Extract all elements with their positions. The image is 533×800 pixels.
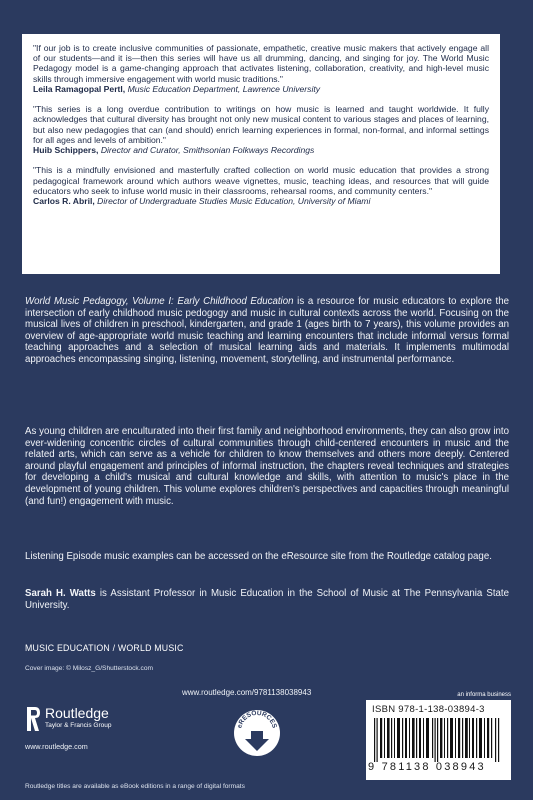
endorser-role: Director of Undergraduate Studies Music Education, University of Miami — [97, 196, 371, 207]
barcode-icon — [372, 718, 505, 762]
endorsement-text: "This series is a long overdue contribution to writings on how music is learned and taught worldwide. It fully acknowledges that cultural diversity has brought not only new musical content to various stages and places of learning, but also new pedagogies that can (and should) enrich learning experiences in formal, non-formal, and informal settings for all ages and levels of ambition." — [33, 104, 489, 145]
endorser-name: Leila Ramagopal Pertl, — [33, 83, 126, 94]
eresources-badge — [233, 709, 281, 757]
endorser-name: Huib Schippers, — [33, 145, 99, 156]
description-text: is a resource for music educators to explore the intersection of early childhood music pedogogy and music in cultural contexts across the world. Focusing on the musical lives of children in preschool, kindergarten, and grade 1 (ages birth to 7 years), this volume provides an overview of age-appropriate world music teaching and learning encounters that include informal versus formal teaching approaches and a selection of musical learning aids and materials. It implements multimodal approaches encompassing singing, listening, movement, storytelling, and instrumental performance. — [25, 296, 509, 365]
isbn-number: ISBN 978-1-138-03894-3 — [372, 704, 485, 715]
routledge-mark-icon — [25, 705, 41, 733]
publisher-group: Taylor & Francis Group — [45, 722, 112, 729]
eresources-label: eRESOURCES — [236, 709, 278, 730]
eresources-download-icon — [233, 709, 281, 757]
author-bio — [25, 588, 509, 611]
endorsement-box — [22, 34, 500, 274]
endorsement-2 — [33, 104, 489, 155]
endorser-role: Music Education Department, Lawrence University — [127, 83, 321, 94]
book-title: World Music Pedagogy, Volume I: Early Childhood Education — [25, 296, 294, 307]
publisher-logo — [25, 703, 145, 743]
subject-category: MUSIC EDUCATION / WORLD MUSIC — [25, 643, 184, 653]
endorsement-attribution — [33, 84, 489, 94]
endorsement-attribution — [33, 196, 489, 206]
endorser-name: Carlos R. Abril, — [33, 196, 95, 207]
ebook-note: Routledge titles are available as eBook editions in a range of digital formats — [25, 783, 245, 790]
author-name: Sarah H. Watts — [25, 588, 96, 599]
endorsement-3 — [33, 165, 489, 206]
informa-tagline: an informa business — [457, 692, 511, 698]
author-bio-text: is Assistant Professor in Music Education in the School of Music at The Pennsylvania State University. — [25, 588, 509, 611]
description-paragraph-2: As young children are enculturated into their first family and neighborhood environments, they can also grow into ever-widening concentric circles of cultural communities through child-centered encounters in music and the related arts, which can serve as a vehicle for children to know themselves and others more deeply. Centered around playful engagement and principles of informal instruction, the chapters reveal techniques and strategies for developing a child's musical and cultural knowledge and skills, with attention to music's place in the development of young children. This volume explores children's perspectives and capacities through meaningful (and fun!) engagement with music. — [25, 426, 509, 507]
publisher-name: Routledge — [45, 705, 109, 721]
endorsement-1 — [33, 43, 489, 94]
description-paragraph-3: Listening Episode music examples can be accessed on the eResource site from the Routledge catalog page. — [25, 551, 492, 562]
barcode-panel — [366, 700, 511, 780]
endorsement-attribution — [33, 145, 489, 155]
barcode-digits: 9 781138 038943 — [368, 761, 486, 773]
cover-credit: Cover image: © Milosz_G/Shutterstock.com — [25, 665, 153, 672]
endorsement-text: "If our job is to create inclusive communities of passionate, empathetic, creative music makers that actively engage all of our students—and it is—then this series will have us all drumming, dancing, and singing for joy. The World Music Pedagogy model is a game-changing approach that activates listening, collaboration, creativity, and high-level music skills through immersive engagement with world music traditions." — [33, 43, 489, 84]
description-paragraph-1 — [25, 296, 509, 366]
book-url[interactable]: www.routledge.com/9781138038943 — [182, 688, 312, 697]
endorsement-text: "This is a mindfully envisioned and masterfully crafted collection on world music education that provides a strong pedagogical framework around which authors weave vignettes, music, teaching ideas, and resources that will guide educators who seek to infuse world music in their classrooms, rehearsal rooms, and community centers." — [33, 165, 489, 196]
publisher-url[interactable]: www.routledge.com — [25, 742, 88, 751]
endorser-role: Director and Curator, Smithsonian Folkways Recordings — [100, 145, 315, 156]
